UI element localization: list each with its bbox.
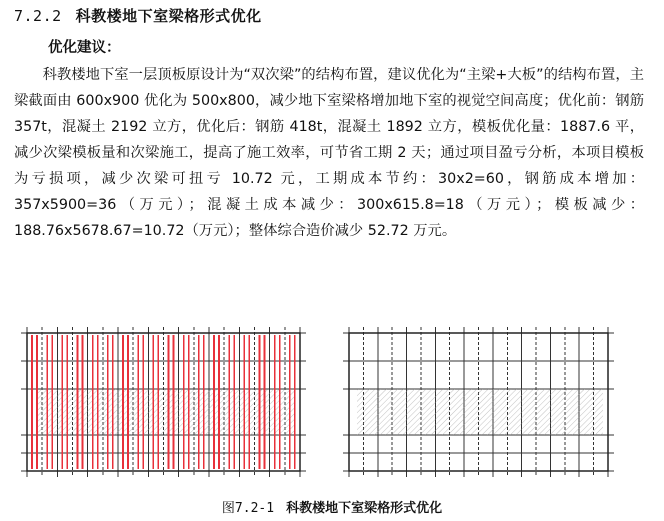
figure-number: 图7.2-1	[221, 501, 275, 516]
subheading: 优化建议：	[48, 40, 121, 56]
body-paragraph	[14, 62, 644, 244]
figure-caption	[0, 497, 664, 516]
section-title: 科教楼地下室梁格形式优化	[75, 7, 262, 25]
hatched-zone	[357, 389, 603, 435]
section-number: 7.2.2	[14, 7, 62, 25]
drawing-before	[17, 323, 310, 483]
figure-caption-text: 科教楼地下室梁格形式优化	[286, 501, 443, 516]
hatched-zone	[37, 389, 295, 435]
drawing-after	[339, 323, 618, 483]
paragraph-text: 科教楼地下室一层顶板原设计为“双次梁”的结构布置，建议优化为“主梁+大板”的结构布置，主梁截面由 600x900 优化为 500x800，减少地下室梁格增加地下室的视觉空间高度；优化前：钢筋 357t，混凝土 2192 立方，优化后：钢筋 418t，混凝土 1892 立方，模板优化量：1887.6 平，减少次梁模板量和次梁施工，提高了施工效率，可节省工期 2 天；通过项目盈亏分析，本项目模板为亏损项，减少次梁可扭亏 10.72 元，工期成本节约：30x2=60，钢筋成本增加：357x5900=36（万元）；混凝土成本减少：300x615.8=18（万元）；模板减少：188.76x5678.67=10.72（万元）；整体综合造价减少 52.72 万元。	[14, 67, 644, 239]
section-heading	[14, 5, 262, 26]
